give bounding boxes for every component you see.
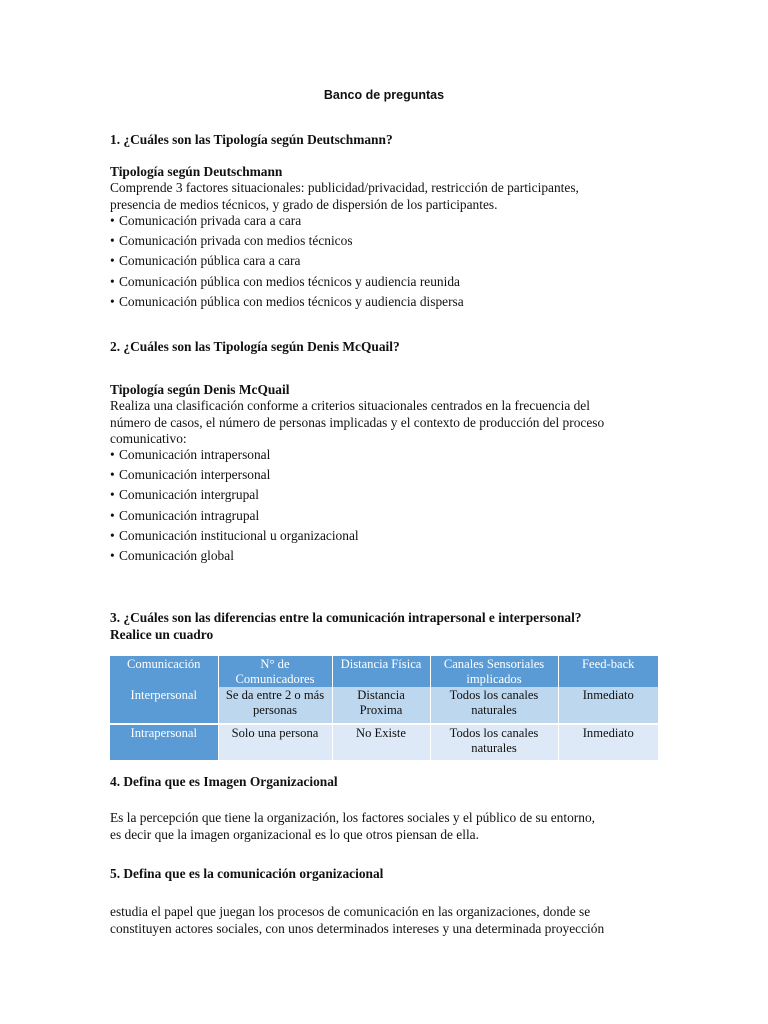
question-4: 4. Defina que es Imagen Organizacional bbox=[110, 774, 338, 789]
table-row bbox=[110, 687, 658, 724]
list-item: • Comunicación pública con medios técnicos y audiencia reunida bbox=[110, 274, 670, 294]
list-item: • Comunicación intragrupal bbox=[110, 508, 670, 528]
q1-intro-line: Comprende 3 factores situacionales: publicidad/privacidad, restricción de participantes, bbox=[110, 180, 579, 195]
q2-intro-line: Realiza una clasificación conforme a criterios situacionales centrados en la frecuencia del bbox=[110, 398, 590, 413]
table-cell: No Existe bbox=[332, 724, 430, 760]
page-title: Banco de preguntas bbox=[323, 88, 445, 102]
table-row bbox=[110, 724, 658, 760]
table-cell: Solo una persona bbox=[218, 724, 332, 760]
list-item: • Comunicación privada con medios técnicos bbox=[110, 233, 670, 253]
q2-intro-line: número de casos, el número de personas implicadas y el contexto de producción del proceso bbox=[110, 414, 605, 430]
question-3-line: 3. ¿Cuáles son las diferencias entre la comunicación intrapersonal e interpersonal? bbox=[110, 610, 582, 625]
table-cell: Inmediato bbox=[558, 687, 658, 724]
table-header: Distancia Física bbox=[332, 656, 430, 687]
q4-answer-line: es decir que la imagen organizacional es lo que otros piensan de ella. bbox=[110, 826, 479, 842]
table-cell: Intrapersonal bbox=[110, 724, 218, 760]
list-item: • Comunicación intrapersonal bbox=[110, 447, 670, 467]
table-cell: Inmediato bbox=[558, 724, 658, 760]
q5-answer-line: estudia el papel que juegan los procesos de comunicación en las organizaciones, donde se bbox=[110, 904, 591, 919]
question-5: 5. Defina que es la comunicación organizacional bbox=[110, 866, 384, 881]
table-cell: Todos los canales naturales bbox=[430, 687, 558, 724]
list-item: • Comunicación pública con medios técnicos y audiencia dispersa bbox=[110, 294, 670, 314]
q1-subtitle: Tipología según Deutschmann bbox=[110, 164, 283, 179]
q2-intro-line: comunicativo: bbox=[110, 431, 187, 446]
table-cell: Interpersonal bbox=[110, 687, 218, 724]
question-1: 1. ¿Cuáles son las Tipología según Deutschmann? bbox=[110, 132, 393, 147]
table-cell: Se da entre 2 o más personas bbox=[218, 687, 332, 724]
q2-intro bbox=[110, 398, 670, 448]
table-header: Feed-back bbox=[558, 656, 658, 687]
q5-answer-line: constituyen actores sociales, con unos determinados intereses y una determinada proyección bbox=[110, 920, 605, 936]
q4-answer bbox=[110, 810, 670, 843]
comparison-table bbox=[110, 656, 658, 760]
table-header-row bbox=[110, 656, 658, 687]
question-2: 2. ¿Cuáles son las Tipología según Denis McQuail? bbox=[110, 339, 400, 354]
table-header: Comunicación bbox=[110, 656, 218, 687]
list-item: • Comunicación global bbox=[110, 548, 670, 568]
table-header: N° de Comunicadores bbox=[218, 656, 332, 687]
list-item: • Comunicación pública cara a cara bbox=[110, 253, 670, 273]
q5-answer bbox=[110, 904, 670, 937]
list-item: • Comunicación privada cara a cara bbox=[110, 213, 670, 233]
question-3-line: Realice un cuadro bbox=[110, 627, 214, 642]
q2-list bbox=[110, 447, 670, 568]
q2-subtitle: Tipología según Denis McQuail bbox=[110, 382, 290, 397]
q1-intro bbox=[110, 180, 670, 213]
list-item: • Comunicación intergrupal bbox=[110, 487, 670, 507]
list-item: • Comunicación institucional u organizacional bbox=[110, 528, 670, 548]
table-header: Canales Sensoriales implicados bbox=[430, 656, 558, 687]
q1-intro-line: presencia de medios técnicos, y grado de dispersión de los participantes. bbox=[110, 196, 498, 212]
list-item: • Comunicación interpersonal bbox=[110, 467, 670, 487]
q4-answer-line: Es la percepción que tiene la organización, los factores sociales y el público de su entorno, bbox=[110, 810, 595, 825]
table-cell: Distancia Proxima bbox=[332, 687, 430, 724]
table-cell: Todos los canales naturales bbox=[430, 724, 558, 760]
q1-list bbox=[110, 213, 670, 314]
question-3 bbox=[110, 609, 582, 643]
